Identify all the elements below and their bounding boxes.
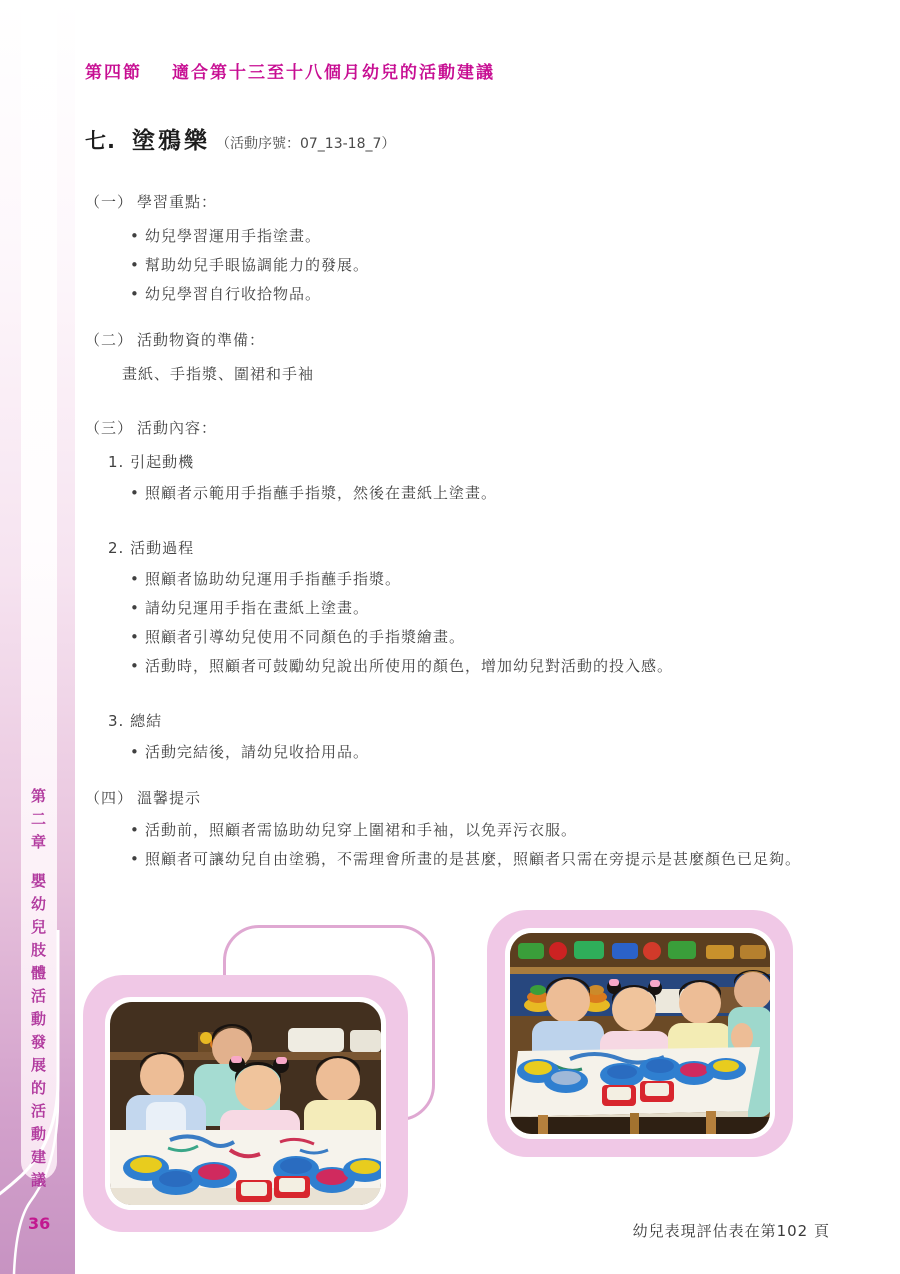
activity-number: 七. [85,129,116,153]
section-label: 第四節 [85,63,142,83]
bullet-icon: • [130,227,140,245]
bullet-text: 活動完結後，請幼兒收拾用品。 [145,743,370,761]
section-3-label: （三） [85,419,134,437]
step-process [108,536,673,681]
section-title: 適合第十三至十八個月幼兒的活動建議 [172,63,495,83]
step-number: 2. [108,539,125,557]
step-conclusion [108,709,673,767]
bullet-text: 照顧者示範用手指蘸手指漿，然後在畫紙上塗畫。 [145,484,498,502]
bullet-icon: • [130,570,140,588]
section-heading [85,190,369,214]
step-number: 3. [108,712,125,730]
step-title: 活動過程 [130,539,195,557]
step-motivation [108,450,673,508]
section-tips [85,786,801,874]
section-heading [85,328,314,352]
footer-note: 幼兒表現評估表在第102 頁 [632,1222,830,1240]
section-1-label: （一） [85,193,134,211]
photo-frame [105,997,386,1210]
bullet-icon: • [130,657,140,675]
photo-card-right [487,910,793,1157]
list-item [130,652,673,681]
bullet-text: 照顧者協助幼兒運用手指蘸手指漿。 [145,570,402,588]
activity-code: （活動序號：07_13-18_7） [215,136,396,152]
bullet-text: 活動時，照顧者可鼓勵幼兒說出所使用的顏色，增加幼兒對活動的投入感。 [145,657,674,675]
photo-area [0,900,900,1245]
bullet-text: 請幼兒運用手指在畫紙上塗畫。 [145,599,370,617]
section-2-label: （二） [85,331,134,349]
bullet-icon: • [130,743,140,761]
list-item [130,565,673,594]
list-item [130,222,369,251]
list-item [130,280,369,309]
bullet-icon: • [130,850,140,868]
activity-name: 塗鴉樂 [131,128,210,154]
section-activity-content [85,416,673,767]
list-item [130,594,673,623]
photo-frame [505,928,775,1139]
bullet-icon: • [130,599,140,617]
list-item [130,816,801,845]
section-1-heading: 學習重點： [137,193,218,211]
bullet-text: 幼兒學習自行收拾物品。 [145,285,322,303]
photo-children-fingerpainting-right [510,933,770,1134]
list-item [130,479,673,508]
section-4-heading: 溫馨提示 [137,789,202,807]
section-header [85,58,495,83]
chapter-title-text: 嬰幼兒肢體活動發展的活動建議 [29,873,47,1195]
bullet-text: 照顧者可讓幼兒自由塗鴉，不需理會所畫的是甚麼，照顧者只需在旁提示是甚麼顏色已足夠。 [145,850,802,868]
chapter-label: 第二章 [29,788,47,857]
bullet-text: 照顧者引導幼兒使用不同顏色的手指漿繪畫。 [145,628,466,646]
section-3-heading: 活動內容： [137,419,218,437]
bullet-icon: • [130,628,140,646]
step-title: 引起動機 [130,453,195,471]
bullet-icon: • [130,256,140,274]
list-item [130,251,369,280]
bullet-icon: • [130,285,140,303]
bullet-icon: • [130,484,140,502]
section-heading [85,786,801,810]
page-number: 36 [28,1214,51,1233]
list-item [130,845,801,874]
bullet-text: 活動前，照顧者需協助幼兒穿上圍裙和手袖，以免弄污衣服。 [145,821,578,839]
list-item [130,738,673,767]
section-heading [85,416,673,440]
section-4-label: （四） [85,789,134,807]
bullet-icon: • [130,821,140,839]
bullet-text: 幫助幼兒手眼協調能力的發展。 [145,256,370,274]
list-item [130,623,673,652]
step-title: 總結 [130,712,163,730]
activity-title-row [85,122,395,155]
photo-card-left [83,975,408,1232]
photo-children-fingerpainting-left [110,1002,381,1205]
section-materials [85,328,314,389]
bullet-text: 幼兒學習運用手指塗畫。 [145,227,322,245]
section-learning-points [85,190,369,309]
materials-list: 畫紙、手指漿、圍裙和手袖 [122,365,315,383]
section-2-heading: 活動物資的準備： [137,331,266,349]
step-number: 1. [108,453,125,471]
